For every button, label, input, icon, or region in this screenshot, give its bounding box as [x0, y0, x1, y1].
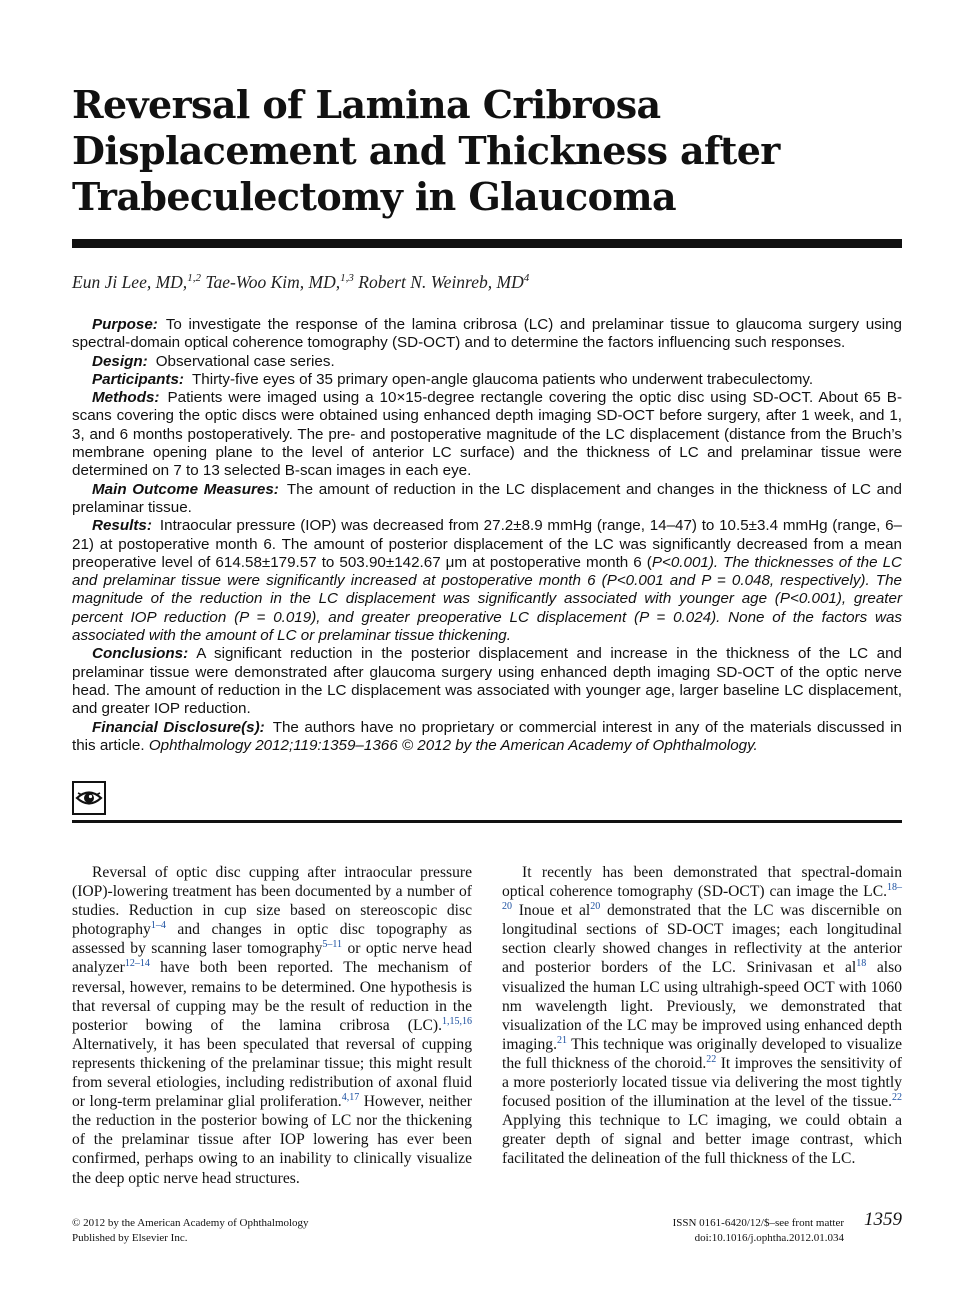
- section-label: Methods:: [92, 389, 160, 407]
- author-affiliation: 4: [523, 272, 530, 285]
- body-text: However, neither the reduction in the posterior bowing of LC nor the thickening of the prelaminar tissue after IOP lowering has ever been confirmed, perhaps owing to an inability to clinically visualize the deep optic nerve head structures.: [72, 1093, 472, 1187]
- section-text: Patients were imaged using a 10×15-degree rectangle covering the optic disc using SD-OCT. About 65 B-scans covering the optic discs were obtained using enhanced depth imaging SD-OCT before surgery, after 1 week, and 1, 3, and 6 months postoperatively. The pre- and postoperative magnitude of the LC displacement (distance from the Bruch’s membrane opening plane to the level of anterior LC surface) and the thickness of LC and prelaminar tissue were determined on 7 to 13 selected B-scan images in each eye.: [72, 389, 902, 480]
- section-label: Purpose:: [92, 316, 158, 333]
- section-text: Thirty-five eyes of 35 primary open-angle glaucoma patients who underwent trabeculectomy.: [192, 370, 814, 388]
- abstract-results: [72, 517, 902, 645]
- eye-icon: [72, 781, 106, 815]
- section-text: P = 0.019), and greater preoperative LC displacement (: [239, 608, 640, 626]
- body-text: Inoue et al: [512, 902, 591, 920]
- section-text: A significant reduction in the posterior displacement and increase in the thickness of the LC and prelaminar tissue were demonstrated after glaucoma surgery using enhanced depth imaging SD-OCT of the optic nerve head. The amount of reduction in the LC displacement was associated with younger age, larger baseline LC displacement, and greater IOP reduction.: [72, 645, 902, 718]
- issn-line: ISSN 0161-6420/12/$–see front matter: [672, 1217, 844, 1229]
- abstract-main-outcome: [72, 481, 902, 518]
- author-affiliation: 1,3: [340, 272, 354, 285]
- abstract-purpose: [72, 316, 902, 353]
- copyright-line: © 2012 by the American Academy of Ophthalmology: [72, 1217, 309, 1229]
- body-text: Applying this technique to LC imaging, we could obtain a greater depth of signal and better image contrast, which facilitated the delineation of the full thickness of the LC.: [502, 1112, 902, 1168]
- section-label: Design:: [92, 352, 148, 370]
- citation-ref[interactable]: 4,17: [341, 1091, 360, 1103]
- citation-ref[interactable]: 22: [892, 1091, 902, 1103]
- doi-line: doi:10.1016/j.ophtha.2012.01.034: [694, 1232, 844, 1244]
- citation-ref[interactable]: 12–14: [124, 958, 150, 970]
- body-text: or optic nerve head analyzer: [72, 940, 472, 977]
- citation-ref[interactable]: 1,15,16: [442, 1015, 472, 1027]
- section-text: The authors have no proprietary or commercial interest in any of the materials discussed in this article.: [72, 718, 902, 754]
- body-paragraph: [72, 863, 472, 1188]
- eye-icon-graphic: [74, 783, 104, 813]
- section-label: Main Outcome Measures:: [92, 480, 279, 498]
- body-text: and changes in optic disc topography as assessed by scanning laser tomography: [72, 921, 472, 958]
- citation-ref[interactable]: 21: [557, 1034, 568, 1046]
- citation-ref[interactable]: 18–20: [502, 881, 902, 912]
- author-name: Tae-Woo Kim, MD,: [205, 272, 341, 292]
- abstract-design: [72, 353, 902, 371]
- body-text: This technique was originally developed to visualize the full thickness of the choroid.: [502, 1035, 902, 1072]
- section-text: P = 0.048, respectively). The magnitude of the reduction in the LC displacement was significantly associated with younger age (: [72, 572, 902, 608]
- citation-ref[interactable]: 1–4: [150, 920, 166, 932]
- section-text: P<0.001). The thicknesses of the LC and prelaminar tissue were significantly increased at postoperative month 6 (: [72, 553, 903, 590]
- section-label: Participants:: [92, 370, 184, 388]
- abstract-methods: [72, 389, 902, 480]
- body-text: It improves the sensitivity of a more posteriorly located tissue via delivering the most tightly focused position of the illumination at the level of the tissue.: [502, 1054, 902, 1111]
- journal-citation: Ophthalmology 2012;119:1359–1366 © 2012 by the American Academy of Ophthalmology.: [148, 736, 758, 754]
- page-number: 1359: [864, 1209, 902, 1230]
- body-text: also visualized the human LC using ultrahigh-speed OCT with 1060 nm wavelength light. Previously, we demonstrated that visualization of the LC may be improved using enhanced depth imaging.: [502, 959, 902, 1053]
- body-column-right: [502, 863, 902, 1169]
- author-name: Eun Ji Lee, MD,: [72, 272, 188, 292]
- citation-ref[interactable]: 18: [856, 958, 867, 970]
- section-text: The amount of reduction in the LC displacement and changes in the thickness of LC and prelaminar tissue.: [72, 480, 902, 516]
- abstract: [72, 316, 902, 755]
- body-column-left: [72, 863, 472, 1188]
- author-name: Robert N. Weinreb, MD: [358, 272, 524, 292]
- abstract-rule: [72, 820, 902, 823]
- body-paragraph: [502, 863, 902, 1169]
- section-text: P = 0.024). None of the factors was associated with the amount of LC or prelaminar tissue thickening.: [72, 608, 903, 645]
- citation-ref[interactable]: 22: [706, 1053, 717, 1065]
- footer-copyright: [72, 1216, 309, 1246]
- section-label: Results:: [92, 517, 152, 535]
- body-text: demonstrated that the LC was discernible on longitudinal sections of SD-OCT images; each longitudinal section clearly showed changes in reflectivity at the anterior and posterior borders of the LC. Srinivasan et al: [502, 902, 902, 977]
- body-text: It recently has been demonstrated that spectral-domain optical coherence tomography (SD-OCT) can image the LC.: [502, 864, 902, 901]
- citation-ref[interactable]: 20: [590, 901, 601, 912]
- article-title: Reversal of Lamina Cribrosa Displacement and Thickness after Trabeculectomy in Glaucoma: [72, 82, 780, 219]
- abstract-participants: [72, 371, 902, 389]
- section-text: Observational case series.: [155, 352, 335, 370]
- publisher-line: Published by Elsevier Inc.: [72, 1232, 188, 1244]
- abstract-disclosure: [72, 719, 902, 756]
- citation-ref[interactable]: 5–11: [322, 939, 343, 951]
- section-label: Conclusions:: [92, 645, 189, 663]
- section-text: P<0.001), greater percent IOP reduction (: [72, 590, 903, 626]
- body-text: have both been reported. The mechanism of reversal, however, remains to be determined. One hypothesis is that reversal of cupping may be the result of reduction in the posterior bowing of the lamina cribrosa (LC).: [72, 959, 472, 1034]
- footer-issn: [602, 1216, 844, 1246]
- author-list: [72, 272, 902, 293]
- abstract-conclusions: [72, 645, 902, 718]
- section-text: P<0.001 and: [606, 572, 702, 590]
- body-text: Alternatively, it has been speculated that reversal of cupping represents thickening of the prelaminar tissue; this might result from several etiologies, including redistribution of axonal fluid or long-term prelaminar glial proliferation.: [72, 1035, 472, 1111]
- author-affiliation: 1,2: [187, 272, 201, 285]
- section-label: Financial Disclosure(s):: [92, 718, 265, 736]
- title-rule: [72, 239, 902, 248]
- section-text: To investigate the response of the lamina cribrosa (LC) and prelaminar tissue to glaucoma surgery using spectral-domain optical coherence tomography (SD-OCT) and to determine the factors influencing such responses.: [72, 316, 902, 352]
- body-text: Reversal of optic disc cupping after intraocular pressure (IOP)-lowering treatment has been documented by a number of studies. Reduction in cup size based on stereoscopic disc photography: [72, 864, 472, 939]
- section-text: Intraocular pressure (IOP) was decreased from 27.2±8.9 mmHg (range, 14–47) to 10.5±3.4 mmHg (range, 6–21) at postoperative month 6. The amount of posterior displacement of the LC was significantly decreased from a mean preoperative level of 614.58±179.57 to 503.90±142.67 μm at postoperative month 6 (: [72, 517, 902, 571]
